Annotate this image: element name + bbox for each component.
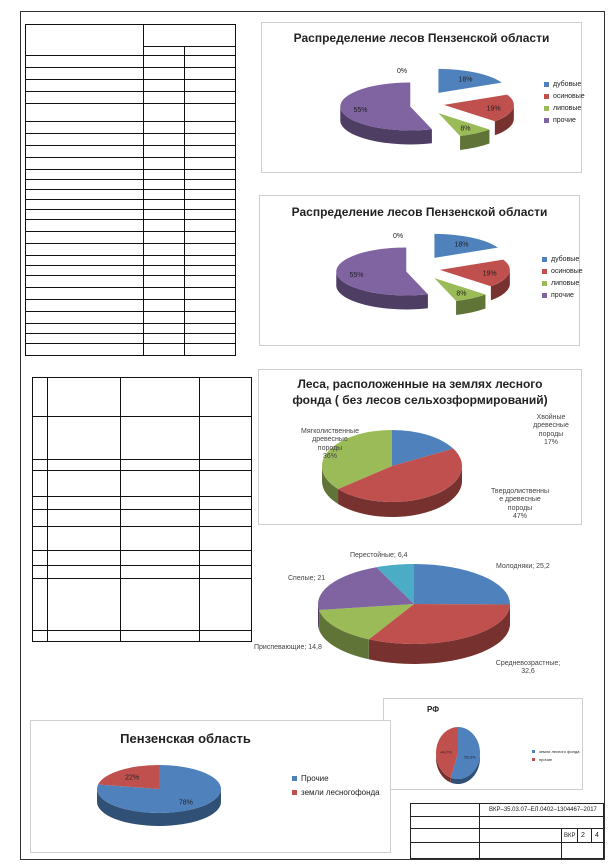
legend-swatch <box>542 293 547 298</box>
legend-item <box>542 280 583 287</box>
legend-label: земли лесногофонда <box>301 788 380 797</box>
label-line: Мягколиственные <box>301 428 359 435</box>
legend-item <box>292 774 380 783</box>
label-line: древесные <box>533 422 569 430</box>
data-label: 8% <box>456 290 467 298</box>
legend-label: земли лесного фонда <box>539 749 580 754</box>
legend-label: прочие <box>539 757 553 762</box>
legend-swatch <box>532 750 535 753</box>
legend-label: прочие <box>553 117 576 124</box>
legend-swatch <box>292 776 297 781</box>
data-label: 18% <box>454 241 469 249</box>
data-label: 0% <box>393 233 404 240</box>
slice-label-maturing: Приспевающие; 14,8 <box>254 644 322 651</box>
stamp-code: ВКР–35.03.07–ЕЛ.0402–1304467–2017 <box>489 807 597 813</box>
legend-label: дубовые <box>551 256 580 263</box>
pie-slice-aspen <box>440 260 510 287</box>
label-line: Хвойные <box>536 414 566 421</box>
legend-item <box>292 788 380 797</box>
legend-swatch <box>532 758 535 761</box>
chart-title-line-2: фонда ( без лесов сельхозформирований) <box>292 393 548 407</box>
chart-panel-6 <box>30 720 391 853</box>
chart-panel-2 <box>259 195 583 346</box>
legend-item <box>544 117 585 124</box>
label-line: древесные <box>312 436 348 444</box>
legend-swatch <box>542 281 547 286</box>
data-label: 44,7% <box>440 749 452 755</box>
pie-chart-svg <box>260 196 581 347</box>
legend-swatch <box>544 94 549 99</box>
data-label: 19% <box>486 105 501 113</box>
chart-title: РФ <box>426 705 440 714</box>
legend-item <box>532 757 579 762</box>
legend-swatch <box>542 269 547 274</box>
legend-item <box>542 256 583 263</box>
legend-label: дубовые <box>553 81 582 88</box>
legend-swatch <box>542 257 547 262</box>
legend-item <box>544 81 585 88</box>
data-label: 0% <box>397 68 408 75</box>
legend-label: Прочие <box>301 774 329 783</box>
legend-label: осиновые <box>551 268 583 275</box>
label-line: породы <box>538 430 564 438</box>
legend-item <box>544 105 585 112</box>
label-line: 36% <box>322 453 337 461</box>
chart-legend <box>544 81 585 129</box>
data-label: 22% <box>125 774 140 782</box>
legend-item <box>532 749 579 754</box>
label-line: породы <box>317 444 343 452</box>
label-line: 47% <box>512 513 527 521</box>
data-label: 55% <box>349 272 364 280</box>
legend-swatch <box>544 118 549 123</box>
slice-label-mature: Спелые; 21 <box>288 575 326 582</box>
slice-label-hardwood <box>485 488 555 522</box>
data-label: 18% <box>458 76 473 84</box>
stamp-sheet: 2 <box>581 832 585 839</box>
legend-label: осиновые <box>553 93 585 100</box>
slice-label-softleaved <box>295 428 365 462</box>
legend-item <box>542 268 583 275</box>
pie-slice-aspen <box>444 95 514 122</box>
slice-label-softwood <box>521 414 581 448</box>
pie-chart-svg <box>262 23 583 174</box>
pie-chart-svg <box>384 699 584 791</box>
data-label: 8% <box>460 125 471 133</box>
chart-title-line-1: Леса, расположенные на землях лесного <box>297 377 543 391</box>
chart-panel-1 <box>261 22 585 173</box>
legend-item <box>542 292 583 299</box>
blank-table-top <box>25 24 236 356</box>
blank-table-bottom <box>32 377 252 642</box>
chart-panel-3 <box>258 369 582 525</box>
chart-legend <box>542 256 583 304</box>
label-line: е древесные <box>499 496 541 504</box>
legend-label: липовые <box>551 280 580 287</box>
label-line: породы <box>507 504 533 512</box>
chart-panel-5 <box>383 698 583 790</box>
chart-title: Распределение лесов Пензенской области <box>293 31 550 45</box>
chart-title: Пензенская область <box>120 731 251 746</box>
slice-label-overmature: Перестойные; 6,4 <box>350 552 408 559</box>
title-block-stamp <box>410 803 604 859</box>
legend-swatch <box>292 790 297 795</box>
legend-item <box>544 93 585 100</box>
chart-legend <box>532 749 579 767</box>
legend-label: липовые <box>553 105 582 112</box>
chart-title: Распределение лесов Пензенской области <box>291 205 548 219</box>
data-label: 19% <box>482 270 497 278</box>
legend-swatch <box>544 82 549 87</box>
slice-label-young: Молодняки; 25,2 <box>496 563 550 570</box>
data-label: 78% <box>178 799 193 807</box>
label-line: Средневозрастные; <box>495 660 561 667</box>
label-line: 32,6 <box>521 668 535 676</box>
chart-legend <box>292 774 380 802</box>
data-label: 55% <box>353 107 368 115</box>
label-line: Твердолиственны <box>490 488 550 495</box>
stamp-sheets: 4 <box>595 832 599 839</box>
legend-label: прочие <box>551 292 574 299</box>
legend-swatch <box>544 106 549 111</box>
label-line: 17% <box>543 439 558 447</box>
stamp-lit: ВКР <box>564 833 576 839</box>
slice-label-middle <box>488 660 568 677</box>
chart-panel-4 <box>254 548 584 683</box>
data-label: 55,3% <box>464 754 476 760</box>
